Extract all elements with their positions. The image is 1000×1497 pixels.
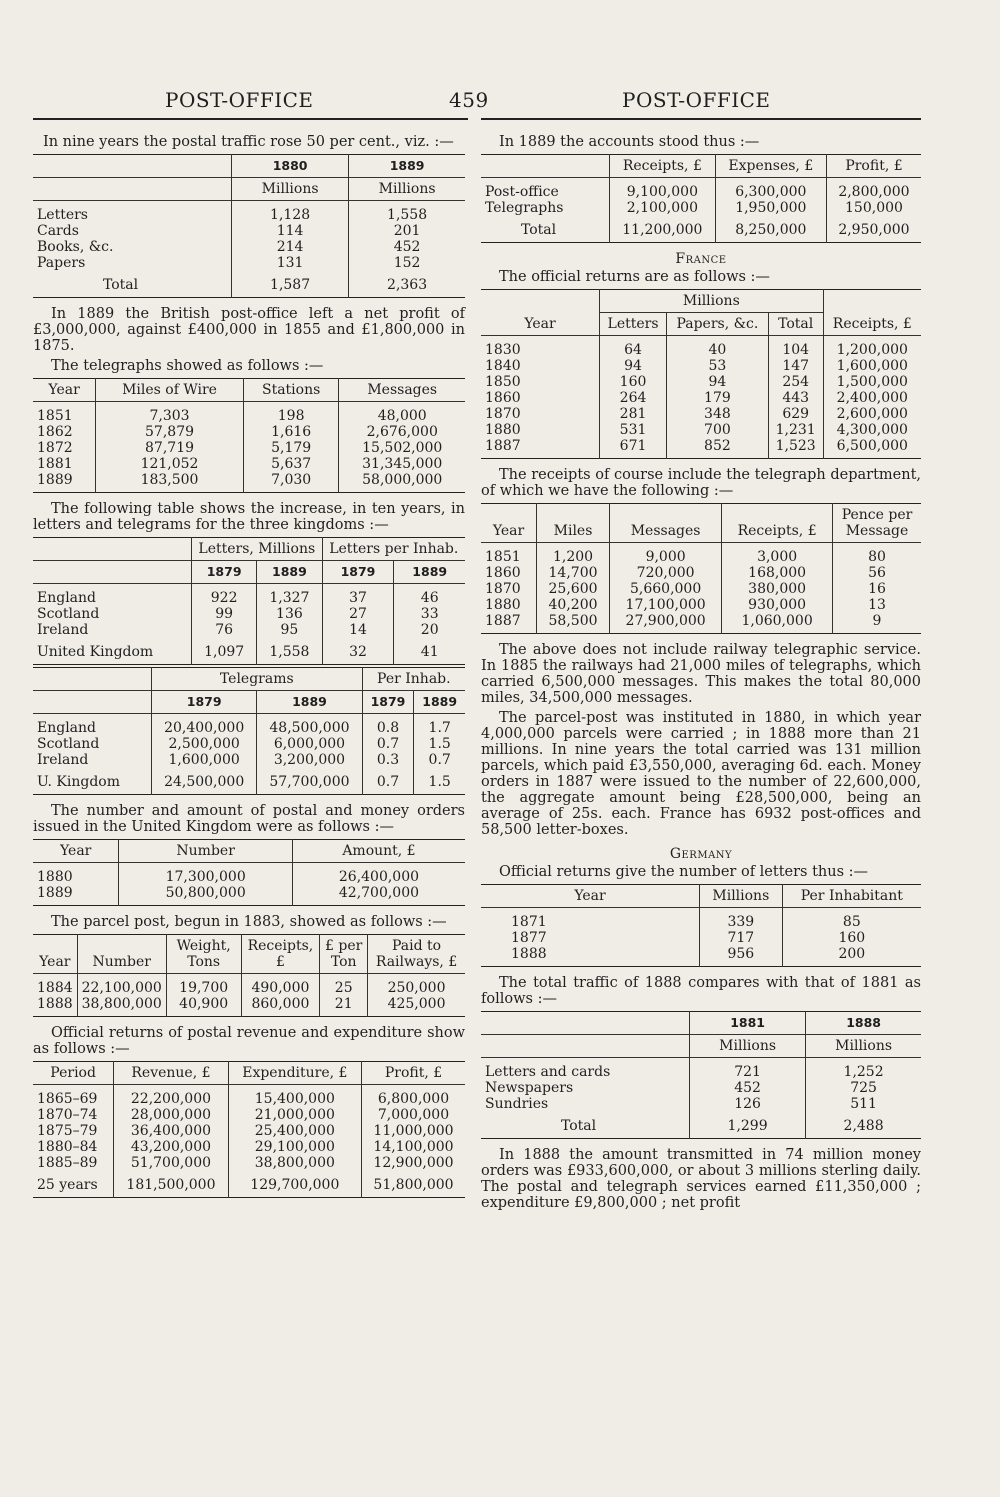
telegraphs-table: Year Miles of Wire Stations Messages 1851 7,303 198 48,000 1862 57,879 1,616 2,676,000 1872 87,719 5,179 15,502,000 1881 121,052 5,637 31,345,000 1889 183,500 7,030 58,000,000 — [33, 378, 465, 493]
section-heading-germany: Germany — [669, 846, 733, 862]
table-row: 1851 7,303 198 48,000 — [33, 402, 465, 425]
kingdoms-letters-table: Letters, Millions Letters per Inhab. 1879 1889 1879 1889 England 922 1,327 37 46 Scotland 99 136 27 33 Ireland 76 95 14 20 United Kingdom 1,097 1,558 32 41 — [33, 537, 465, 665]
table-row: 1870 25,600 5,660,000 380,000 16 — [481, 581, 921, 597]
running-head-left: POST-OFFICE — [165, 88, 314, 112]
table-row: 1872 87,719 5,179 15,502,000 — [33, 440, 465, 456]
table-row: 1850 160 94 254 1,500,000 — [481, 374, 921, 390]
table-row: 1887 671 852 1,523 6,500,000 — [481, 438, 921, 459]
table-row: 1871 339 85 — [481, 908, 921, 931]
money-orders-paragraph: The number and amount of postal and money orders issued in the United Kingdom were as follows :— — [33, 803, 465, 835]
table-row: 1870–74 28,000,000 21,000,000 7,000,000 — [33, 1107, 465, 1123]
germany-letters-table: Year Millions Per Inhabitant 1871 339 85 1877 717 160 1888 956 200 — [481, 884, 921, 967]
table-row: 1865–69 22,200,000 15,400,000 6,800,000 — [33, 1085, 465, 1108]
table-row: Scotland 2,500,000 6,000,000 0.7 1.5 — [33, 736, 465, 752]
table-row: 1889 183,500 7,030 58,000,000 — [33, 472, 465, 493]
money-orders-table: Year Number Amount, £ 1880 17,300,000 26,400,000 1889 50,800,000 42,700,000 — [33, 839, 465, 906]
left-column — [33, 124, 465, 1206]
revenue-table: Period Revenue, £ Expenditure, £ Profit, £ 1865–69 22,200,000 15,400,000 6,800,000 1870–74 28,000,000 21,000,000 7,000,000 1875–79 36,400,000 25,400,000 11,000,000 1880–84 43,200,000 29,100,000 14,100,000 1885–89 51,700,000 38,800,000 12,900,000 25 years 181,500,000 129,700,000 51,800,000 — [33, 1061, 465, 1198]
header-rule-left — [33, 118, 468, 120]
table-total-row: Total 11,200,000 8,250,000 2,950,000 — [481, 216, 921, 243]
traffic-unit: Millions — [232, 178, 349, 201]
traffic-year-1889: 1889 — [349, 155, 465, 178]
table-row: 1880 531 700 1,231 4,300,000 — [481, 422, 921, 438]
right-column — [481, 124, 921, 1215]
increase-paragraph: The following table shows the increase, in ten years, in letters and telegrams for the three kingdoms :— — [33, 501, 465, 533]
table-row: 1877 717 160 — [481, 930, 921, 946]
kingdoms-telegrams-table: Telegrams Per Inhab. 1879 1889 1879 1889 England 20,400,000 48,500,000 0.8 1.7 Scotland 2,500,000 6,000,000 0.7 1.5 Ireland 1,600,000 3,200,000 0.3 0.7 U. Kingdom 24,500,000 57,700,000 0.7 1.5 — [33, 667, 465, 795]
table-row: Newspapers 452 725 — [481, 1080, 921, 1096]
table-row: Scotland 99 136 27 33 — [33, 606, 465, 622]
receipts-paragraph: The receipts of course include the telegraph department, of which we have the following :— — [481, 467, 921, 499]
table-total-row: U. Kingdom 24,500,000 57,700,000 0.7 1.5 — [33, 768, 465, 795]
traffic-unit: Millions — [349, 178, 465, 201]
table-row: England 20,400,000 48,500,000 0.8 1.7 — [33, 714, 465, 737]
germany-traffic-table: 1881 1888 Millions Millions Letters and cards 721 1,252 Newspapers 452 725 Sundries 126 511 Total 1,299 2,488 — [481, 1011, 921, 1139]
table-total-row: 25 years 181,500,000 129,700,000 51,800,000 — [33, 1171, 465, 1198]
header-rule-right — [481, 118, 921, 120]
germany-intro: Official returns give the number of letters thus :— — [499, 864, 869, 880]
table-row: Post-office 9,100,000 6,300,000 2,800,000 — [481, 178, 921, 201]
table-row: 1862 57,879 1,616 2,676,000 — [33, 424, 465, 440]
table-row: 1880–84 43,200,000 29,100,000 14,100,000 — [33, 1139, 465, 1155]
page-number: 459 — [449, 88, 489, 112]
table-row: 1840 94 53 147 1,600,000 — [481, 358, 921, 374]
table-row: 1860 264 179 443 2,400,000 — [481, 390, 921, 406]
parcel-paragraph: The parcel post, begun in 1883, showed as follows :— — [51, 914, 447, 930]
table-row: 1884 22,100,000 19,700 490,000 25 250,000 — [33, 974, 465, 997]
table-row: 1830 64 40 104 1,200,000 — [481, 336, 921, 359]
table-total-row: Total 1,299 2,488 — [481, 1112, 921, 1139]
table-row: 1880 40,200 17,100,000 930,000 13 — [481, 597, 921, 613]
table-row: Cards 114 201 — [33, 223, 465, 239]
table-row: 1889 50,800,000 42,700,000 — [33, 885, 465, 906]
table-total-row: Total 1,587 2,363 — [33, 271, 465, 298]
table-row: 1888 38,800,000 40,900 860,000 21 425,000 — [33, 996, 465, 1017]
telegraphs-intro: The telegraphs showed as follows :— — [51, 358, 324, 374]
table-row: 1881 121,052 5,637 31,345,000 — [33, 456, 465, 472]
table-row: 1875–79 36,400,000 25,400,000 11,000,000 — [33, 1123, 465, 1139]
table-row: Ireland 1,600,000 3,200,000 0.3 0.7 — [33, 752, 465, 768]
revenue-paragraph: Official returns of postal revenue and expenditure show as follows :— — [33, 1025, 465, 1057]
running-head-right: POST-OFFICE — [622, 88, 771, 112]
table-row: Telegraphs 2,100,000 1,950,000 150,000 — [481, 200, 921, 216]
table-total-row: United Kingdom 1,097 1,558 32 41 — [33, 638, 465, 665]
parcel-post-paragraph: The parcel-post was instituted in 1880, in which year 4,000,000 parcels were carried ; in 1888 more than 21 millions. In nine years the total carried was 131 million parcels, which paid £3,550,000, averaging 6d. each. Money orders in 1887 were issued to the number of 22,600,000, the aggregate amount being £28,500,000, being an average of 25s. each. France has 6932 post-offices and 58,500 letter-boxes. — [481, 710, 921, 838]
railway-paragraph: The above does not include railway telegraphic service. In 1885 the railways had 21,000 miles of telegraphs, which carried 6,500,000 messages. This makes the total 80,000 miles, 34,500,000 messages. — [481, 642, 921, 706]
table-row: Papers 131 152 — [33, 255, 465, 271]
table-row: 1870 281 348 629 2,600,000 — [481, 406, 921, 422]
table-row: Ireland 76 95 14 20 — [33, 622, 465, 638]
section-heading-france: France — [675, 251, 727, 267]
table-row: Books, &c. 214 452 — [33, 239, 465, 255]
table-row: Letters and cards 721 1,252 — [481, 1058, 921, 1081]
table-row: 1880 17,300,000 26,400,000 — [33, 863, 465, 886]
table-row: 1885–89 51,700,000 38,800,000 12,900,000 — [33, 1155, 465, 1171]
france-table: Year Millions Receipts, £ Letters Papers, &c. Total 1830 64 40 104 1,200,000 1840 94 53 147 1,600,000 1850 160 94 254 1,500,000 1860 264 179 443 2,400,000 1870 281 348 629 2,600,000 1880 531 700 1,231 4,300,000 1887 671 852 1,523 6,500,000 — [481, 289, 921, 459]
table-row: 1888 956 200 — [481, 946, 921, 967]
final-paragraph: In 1888 the amount transmitted in 74 million money orders was £933,600,000, or about 3 millions sterling daily. The postal and telegraph services earned £11,350,000 ; expenditure £9,800,000 ; net profit — [481, 1147, 921, 1211]
accounts-intro: In 1889 the accounts stood thus :— — [499, 134, 760, 150]
traffic-intro: In nine years the postal traffic rose 50 per cent., viz. :— — [43, 134, 454, 150]
traffic-year-1880: 1880 — [232, 155, 349, 178]
table-row: 1887 58,500 27,900,000 1,060,000 9 — [481, 613, 921, 634]
table-row: Sundries 126 511 — [481, 1096, 921, 1112]
france-telegraph-table: Year Miles Messages Receipts, £ Pence per Message 1851 1,200 9,000 3,000 80 1860 14,700 720,000 168,000 56 1870 25,600 5,660,000 380,000 16 1880 40,200 17,100,000 930,000 13 1887 58,500 27,900,000 1,060,000 9 — [481, 503, 921, 634]
france-intro: The official returns are as follows :— — [499, 269, 770, 285]
traffic-compare-paragraph: The total traffic of 1888 compares with that of 1881 as follows :— — [481, 975, 921, 1007]
traffic-table — [33, 154, 465, 298]
profit-paragraph: In 1889 the British post-office left a net profit of £3,000,000, against £400,000 in 1855 and £1,800,000 in 1875. — [33, 306, 465, 354]
table-row: 1860 14,700 720,000 168,000 56 — [481, 565, 921, 581]
accounts-table: Receipts, £ Expenses, £ Profit, £ Post-office 9,100,000 6,300,000 2,800,000 Telegraphs 2,100,000 1,950,000 150,000 Total 11,200,000 8,250,000 2,950,000 — [481, 154, 921, 243]
table-row: Letters 1,128 1,558 — [33, 201, 465, 224]
parcel-table: Year Number Weight, Tons Receipts, £ £ per Ton Paid to Railways, £ 1884 22,100,000 19,700 490,000 25 250,000 1888 38,800,000 40,900 860,000 21 425,000 — [33, 934, 465, 1017]
table-row: 1851 1,200 9,000 3,000 80 — [481, 543, 921, 566]
table-row: England 922 1,327 37 46 — [33, 584, 465, 607]
